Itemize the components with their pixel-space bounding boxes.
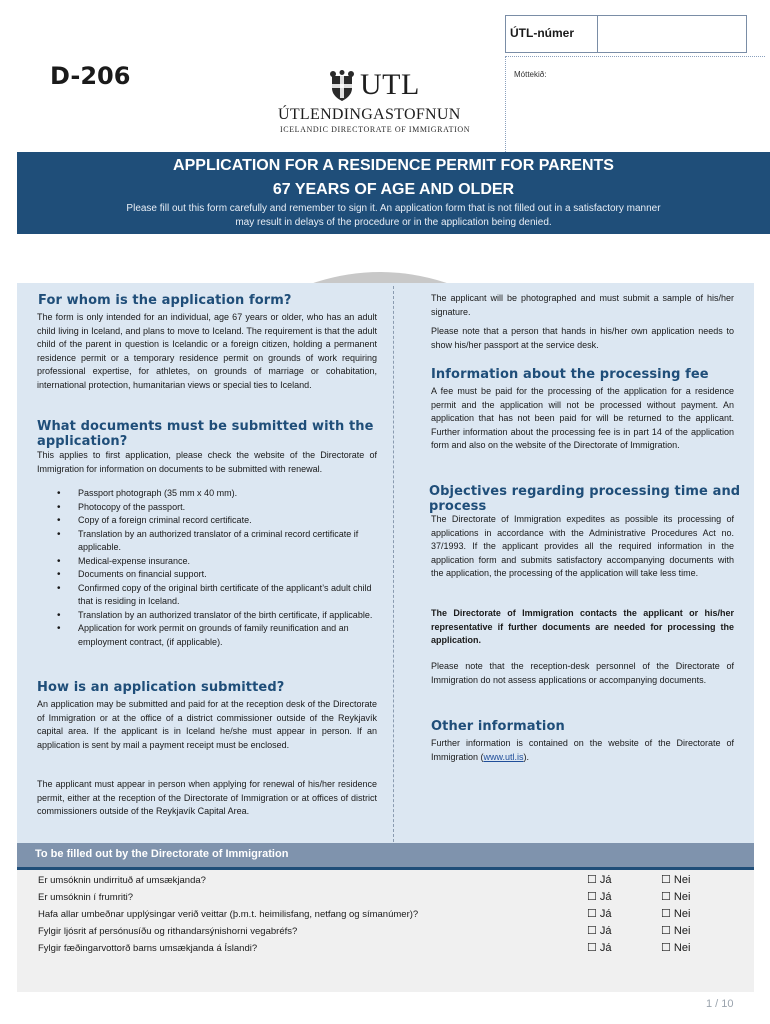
yes-checkbox[interactable]: ☐ Já (587, 874, 612, 886)
documents-intro: This applies to first application, please check the website of the Directorate of Immigration for information on documents to be submitted with renewal. (37, 450, 377, 474)
other-heading: Other information (431, 719, 565, 734)
form-code: D-206 (50, 62, 131, 90)
logo-name: ÚTLENDINGASTOFNUN (278, 106, 461, 123)
logo-text: UTL (360, 68, 420, 101)
question-original: Er umsóknin í frumriti? (38, 892, 134, 903)
question-info-provided: Hafa allar umbeðnar upplýsingar verið veittar (þ.m.t. heimilisfang, netfang og símanúmer)? (38, 909, 419, 920)
contact-text: The Directorate of Immigration contacts the applicant or his/her representative if further documents are needed for processing the application. (431, 608, 734, 645)
no-checkbox[interactable]: ☐ Nei (661, 942, 691, 954)
yes-checkbox[interactable]: ☐ Já (587, 925, 612, 937)
list-item: • Translation by an authorized translator of the birth certificate, if applicable. (37, 609, 377, 623)
passport-text: Please note that a person that hands in his/her own application needs to show his/her passport at the service desk. (431, 326, 734, 350)
list-item: • Confirmed copy of the original birth certificate of the applicant’s adult child that is residing in Iceland. (37, 582, 377, 609)
logo-subtitle: ICELANDIC DIRECTORATE OF IMMIGRATION (280, 125, 471, 134)
question-passport-copy: Fylgir ljósrit af persónusíðu og rithandarsýnishorni vegabréfs? (38, 926, 298, 937)
list-item: • Translation by an authorized translator of a criminal record certificate if applicable. (37, 528, 377, 555)
website-link[interactable]: www.utl.is (483, 751, 524, 762)
column-divider (393, 286, 394, 842)
no-checkbox[interactable]: ☐ Nei (661, 908, 691, 920)
documents-heading: What documents must be submitted with the application? (37, 419, 374, 449)
question-birth-certificate: Fylgir fæðingarvottorð barns umsækjanda á Íslandi? (38, 943, 258, 954)
documents-list (37, 487, 377, 649)
list-item: • Photocopy of the passport. (37, 501, 377, 515)
form-title-line2: 67 YEARS OF AGE AND OLDER (272, 181, 515, 198)
reception-text: Please note that the reception-desk personnel of the Directorate of Immigration do not assess applications or accompanying documents. (431, 661, 734, 685)
directorate-table-header: To be filled out by the Directorate of Immigration (17, 843, 754, 867)
objectives-heading: Objectives regarding processing time and process (429, 484, 741, 514)
no-checkbox[interactable]: ☐ Nei (661, 891, 691, 903)
list-item: • Copy of a foreign criminal record certificate. (37, 514, 377, 528)
submit-heading: How is an application submitted? (37, 680, 285, 695)
utl-number-label: ÚTL-númer (510, 26, 574, 40)
list-item: • Passport photograph (35 mm x 40 mm). (37, 487, 377, 501)
photo-text: The applicant will be photographed and must submit a sample of his/her signature. (431, 293, 734, 317)
no-checkbox[interactable]: ☐ Nei (661, 874, 691, 886)
fee-heading: Information about the processing fee (431, 367, 709, 382)
renewal-text: The applicant must appear in person when applying for renewal of his/her residence permit, either at the reception of the Directorate of Immigration or at offices of district commissioners outside of the Reykjavík Capital Area. (37, 779, 377, 816)
form-title-line1: APPLICATION FOR A RESIDENCE PERMIT FOR PARENTS (173, 157, 614, 174)
list-item: • Documents on financial support. (37, 568, 377, 582)
yes-checkbox[interactable]: ☐ Já (587, 942, 612, 954)
list-item: • Medical-expense insurance. (37, 555, 377, 569)
for-whom-text: The form is only intended for an individual, age 67 years or older, who has an adult child living in Iceland, and plans to move to Iceland. The requirement is that the adult child of the parent in question is Icelandic or a foreign citizen, holding a permanent residence permit or a temporary residence permit on grounds of work requiring professional expertise, for athletes, on grounds of marriage or cohabitation, international protection, humanitarian views or special ties to Iceland. (37, 312, 377, 390)
title-banner (17, 152, 770, 234)
page-number: 1 / 10 (706, 998, 734, 1010)
other-text: Further information is contained on the website of the Directorate of Immigration (www.utl.is). (431, 738, 734, 762)
instructions-line2: may result in delays of the procedure or in the application being denied. (235, 217, 552, 228)
yes-checkbox[interactable]: ☐ Já (587, 891, 612, 903)
yes-checkbox[interactable]: ☐ Já (587, 908, 612, 920)
question-signed: Er umsóknin undirrituð af umsækjanda? (38, 875, 206, 886)
for-whom-heading: For whom is the application form? (38, 293, 292, 308)
submit-text: An application may be submitted and paid for at the reception desk of the Directorate of Immigration or at the office of a district commissioner outside of the Reykjavík capital area. If the applicant is in Iceland he/she must appear in person. If an application is sent by mail a payment receipt must be enclosed. (37, 699, 377, 750)
coat-of-arms-icon (328, 70, 356, 102)
instructions-line1: Please fill out this form carefully and remember to sign it. An application form that is not filled out in a satisfactory manner (126, 203, 661, 214)
fee-text: A fee must be paid for the processing of the application for a residence permit and the application will not be processed without payment. An application that has not been paid for will be returned to the applicant. Further information about the processing fee is in part 14 of the application form and also on the website of the Directorate of Immigration. (431, 386, 734, 450)
received-label: Móttekið: (514, 70, 547, 79)
no-checkbox[interactable]: ☐ Nei (661, 925, 691, 937)
objectives-text: The Directorate of Immigration expedites as possible its processing of applications in accordance with the Administrative Procedures Act no. 37/1993. If the applicant provides all the required information in the application form and submits satisfactory accompanying documents with the application, the processing of the application will take less time. (431, 514, 734, 578)
list-item: • Application for work permit on grounds of family reunification and an employment contract, (if applicable). (37, 622, 377, 649)
